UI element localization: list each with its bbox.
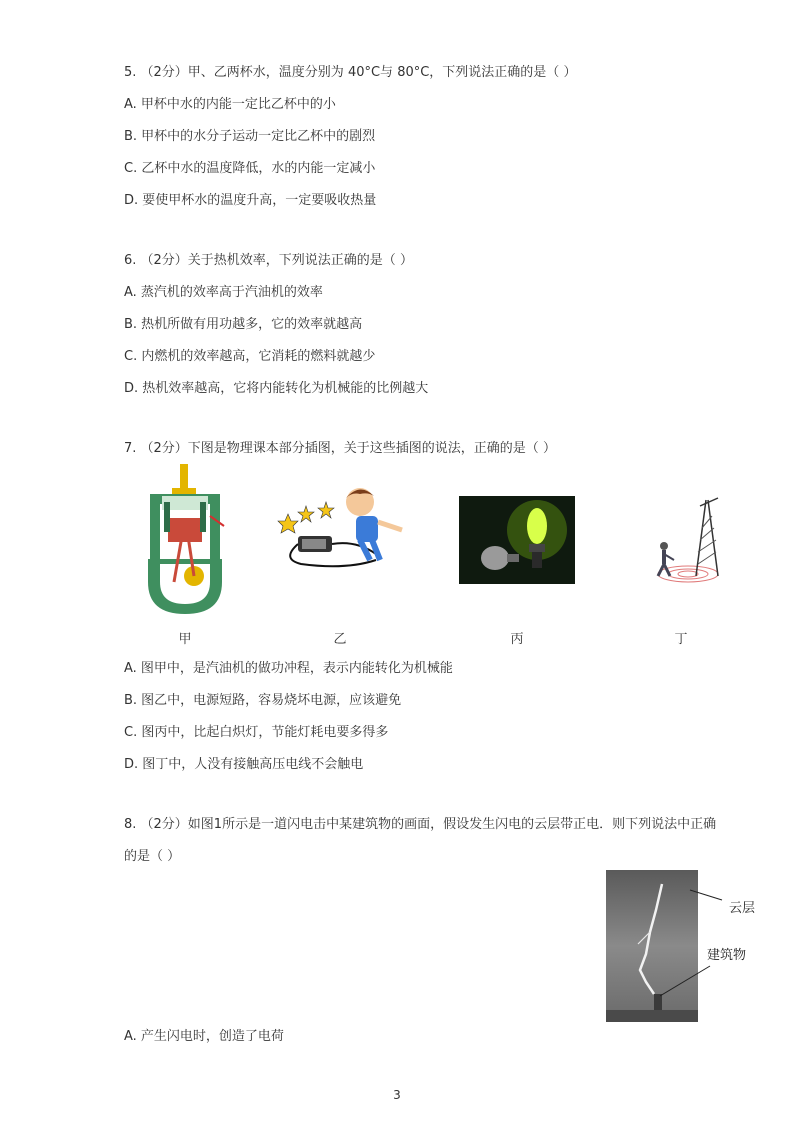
cloud-label: 云层 (729, 901, 756, 916)
caption-yi: 乙 (333, 632, 347, 647)
q5-stem: 5. （2分）甲、乙两杯水，温度分别为 40°C与 80°C，下列说法正确的是（ ） (124, 65, 577, 80)
q8-stem-line1: 8. （2分）如图1所示是一道闪电击中某建筑物的画面，假设发生闪电的云层带正电．则下列说法中正确 (124, 817, 717, 832)
q5-option-c: C. 乙杯中水的温度降低，水的内能一定减小 (124, 161, 376, 176)
q6-stem: 6. （2分）关于热机效率，下列说法正确的是（ ） (124, 253, 413, 268)
q7-stem: 7. （2分）下图是物理课本部分插图，关于这些插图的说法，正确的是（ ） (124, 441, 556, 456)
q7-option-c: C. 图丙中，比起白炽灯，节能灯耗电要多得多 (124, 725, 389, 740)
caption-ding: 丁 (674, 632, 688, 647)
q5-option-a: A. 甲杯中水的内能一定比乙杯中的小 (124, 97, 336, 112)
q6-option-b: B. 热机所做有用功越多，它的效率就越高 (124, 317, 363, 332)
q7-option-b: B. 图乙中，电源短路，容易烧坏电源，应该避免 (124, 693, 402, 708)
building-label: 建筑物 (707, 948, 747, 963)
q6-option-d: D. 热机效率越高，它将内能转化为机械能的比例越大 (124, 381, 429, 396)
caption-jia: 甲 (178, 632, 192, 647)
high-voltage-figure (644, 494, 728, 586)
q8-option-a: A. 产生闪电时，创造了电荷 (124, 1029, 284, 1044)
q5-option-d: D. 要使甲杯水的温度升高，一定要吸收热量 (124, 193, 377, 208)
engine-figure (140, 464, 230, 616)
q6-option-c: C. 内燃机的效率越高，它消耗的燃料就越少 (124, 349, 376, 364)
q5-option-b: B. 甲杯中的水分子运动一定比乙杯中的剧烈 (124, 129, 376, 144)
bulbs-figure (459, 496, 575, 584)
caption-bing: 丙 (510, 632, 524, 647)
q8-stem-line2: 的是（ ） (124, 849, 181, 864)
page-number: 3 (393, 1088, 401, 1102)
short-circuit-figure (276, 484, 416, 570)
q7-option-d: D. 图丁中，人没有接触高压电线不会触电 (124, 757, 364, 772)
q7-option-a: A. 图甲中，是汽油机的做功冲程，表示内能转化为机械能 (124, 661, 453, 676)
q6-option-a: A. 蒸汽机的效率高于汽油机的效率 (124, 285, 323, 300)
